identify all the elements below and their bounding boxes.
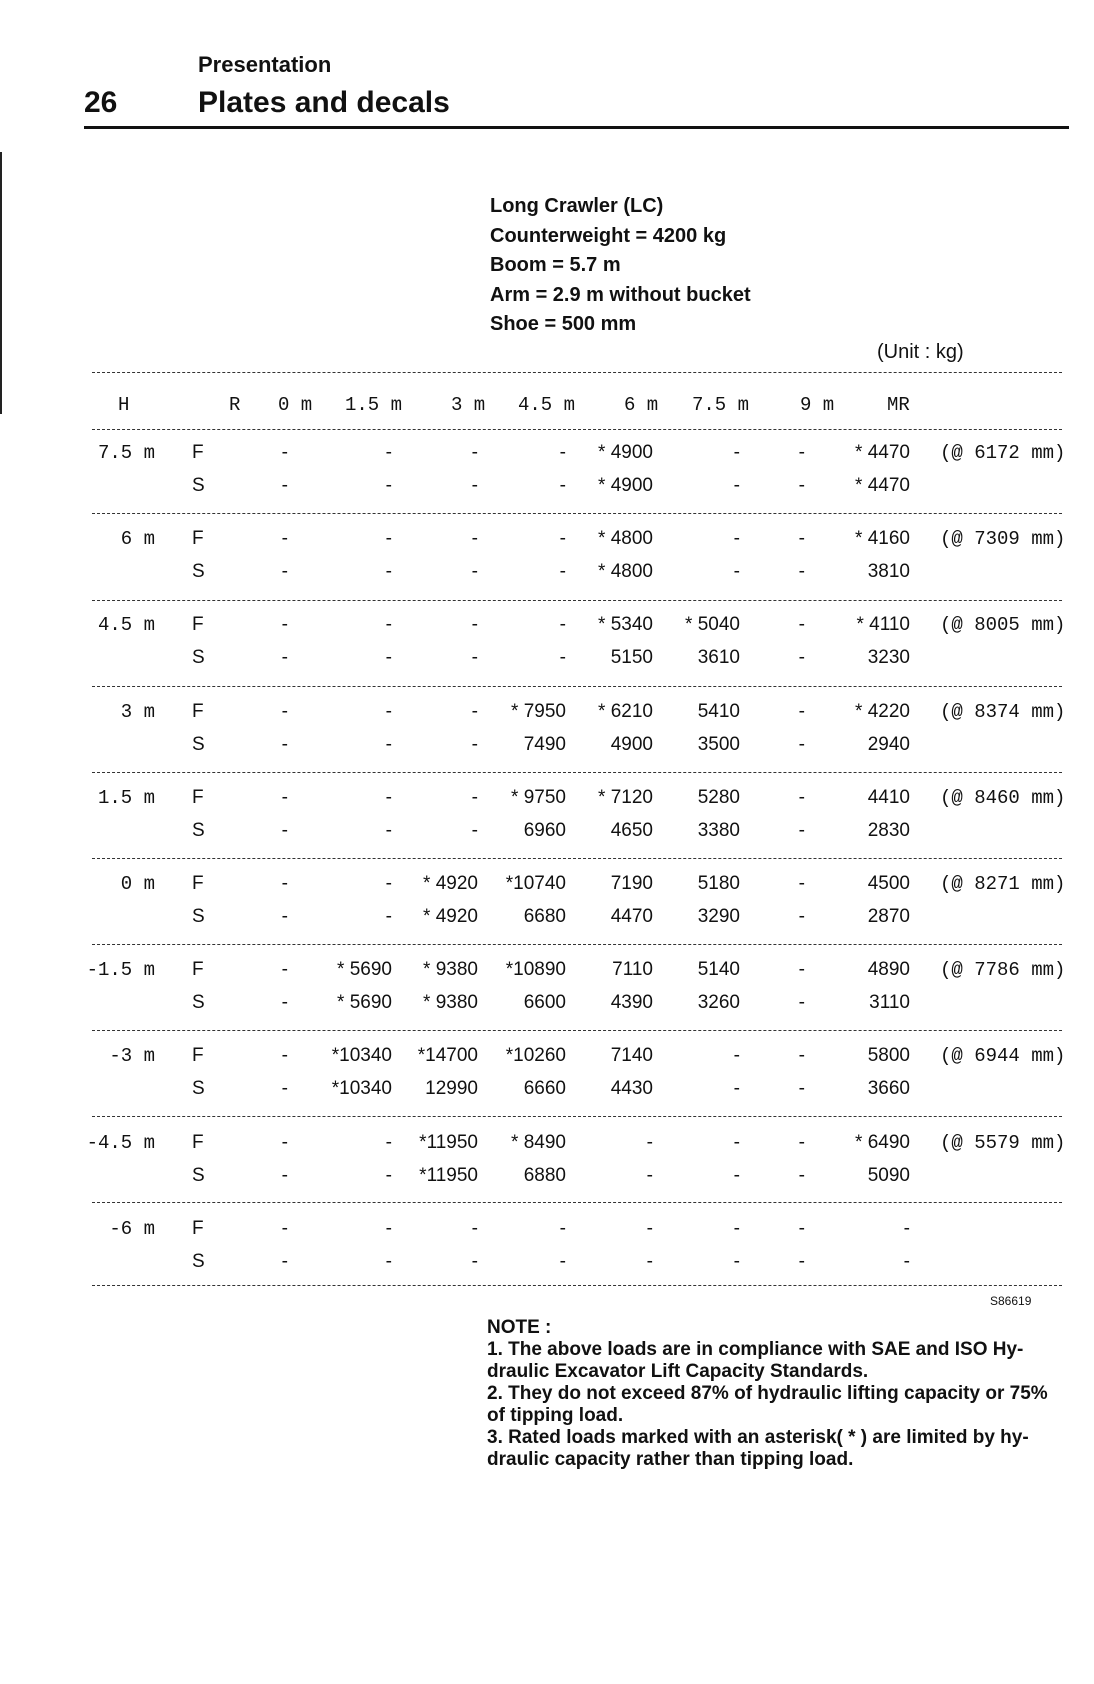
capacity-value: 6880 bbox=[523, 1165, 566, 1186]
capacity-value: 7140 bbox=[610, 1045, 653, 1066]
header-divider bbox=[84, 126, 1069, 129]
capacity-value: *10340 bbox=[331, 1078, 392, 1099]
capacity-value: - bbox=[733, 1045, 740, 1066]
front-label: F bbox=[192, 959, 204, 980]
spec-line: Arm = 2.9 m without bucket bbox=[490, 283, 751, 306]
capacity-value: - bbox=[471, 528, 478, 549]
capacity-value: - bbox=[281, 1251, 288, 1272]
capacity-value: 4470 bbox=[610, 906, 653, 927]
capacity-value: 12990 bbox=[425, 1078, 478, 1099]
capacity-value: 6660 bbox=[523, 1078, 566, 1099]
capacity-value: - bbox=[559, 647, 566, 668]
capacity-value: * 4220 bbox=[855, 701, 910, 722]
max-reach-value: (@ 8005 mm) bbox=[940, 614, 1066, 636]
capacity-value: - bbox=[733, 528, 740, 549]
capacity-value: 5410 bbox=[697, 701, 740, 722]
max-reach-value: (@ 8374 mm) bbox=[940, 701, 1066, 723]
capacity-value: - bbox=[733, 1132, 740, 1153]
capacity-value: - bbox=[903, 1218, 910, 1239]
capacity-value: - bbox=[281, 475, 288, 496]
front-label: F bbox=[192, 873, 204, 894]
height-label: -1.5 m bbox=[86, 959, 155, 981]
notes bbox=[487, 1317, 1057, 1471]
capacity-value: - bbox=[385, 475, 392, 496]
capacity-value: - bbox=[281, 734, 288, 755]
capacity-value: - bbox=[798, 959, 805, 980]
capacity-value: 4430 bbox=[610, 1078, 653, 1099]
capacity-value: - bbox=[385, 1218, 392, 1239]
capacity-value: 4410 bbox=[867, 787, 910, 808]
column-header: 1.5 m bbox=[345, 394, 403, 416]
capacity-value: *10740 bbox=[505, 873, 566, 894]
capacity-value: * 4160 bbox=[855, 528, 910, 549]
front-label: F bbox=[192, 442, 204, 463]
max-reach-value: (@ 5579 mm) bbox=[940, 1132, 1066, 1154]
capacity-value: - bbox=[646, 1132, 653, 1153]
capacity-value: - bbox=[471, 475, 478, 496]
capacity-value: - bbox=[471, 1251, 478, 1272]
capacity-value: * 9380 bbox=[423, 992, 478, 1013]
capacity-value: 3230 bbox=[867, 647, 910, 668]
spec-line: Shoe = 500 mm bbox=[490, 313, 637, 335]
capacity-value: - bbox=[281, 614, 288, 635]
height-label: -3 m bbox=[109, 1045, 155, 1067]
capacity-value: * 9750 bbox=[511, 787, 566, 808]
side-label: S bbox=[192, 1165, 205, 1186]
capacity-value: - bbox=[559, 1251, 566, 1272]
capacity-value: * 6490 bbox=[855, 1132, 910, 1153]
capacity-value: * 7120 bbox=[598, 787, 653, 808]
capacity-value: - bbox=[471, 1218, 478, 1239]
capacity-value: 7110 bbox=[612, 959, 653, 980]
capacity-value: - bbox=[281, 561, 288, 582]
column-header: 9 m bbox=[800, 394, 835, 416]
capacity-value: *10260 bbox=[505, 1045, 566, 1066]
spec-line: Long Crawler (LC) bbox=[490, 195, 664, 217]
height-label: 3 m bbox=[120, 701, 155, 723]
capacity-value: - bbox=[281, 701, 288, 722]
capacity-value: * 4920 bbox=[423, 906, 478, 927]
capacity-value: - bbox=[798, 1165, 805, 1186]
capacity-value: - bbox=[385, 1132, 392, 1153]
capacity-value: - bbox=[798, 1218, 805, 1239]
capacity-value: - bbox=[559, 442, 566, 463]
unit-label: (Unit : kg) bbox=[877, 341, 964, 363]
figure-code: S86619 bbox=[990, 1294, 1032, 1308]
capacity-value: 3110 bbox=[869, 992, 910, 1013]
capacity-value: - bbox=[471, 561, 478, 582]
column-header: 3 m bbox=[451, 394, 486, 416]
page-number: 26 bbox=[84, 86, 118, 119]
height-label: 1.5 m bbox=[97, 787, 155, 809]
capacity-value: - bbox=[385, 906, 392, 927]
table-divider bbox=[92, 1116, 1062, 1117]
capacity-value: 3610 bbox=[697, 647, 740, 668]
capacity-value: 5150 bbox=[610, 647, 653, 668]
capacity-value: - bbox=[281, 1078, 288, 1099]
capacity-value: - bbox=[733, 1218, 740, 1239]
capacity-value: - bbox=[559, 475, 566, 496]
column-header: R bbox=[229, 394, 241, 416]
capacity-value: - bbox=[471, 820, 478, 841]
capacity-value: - bbox=[281, 1132, 288, 1153]
capacity-value: * 4900 bbox=[598, 475, 653, 496]
front-label: F bbox=[192, 528, 204, 549]
capacity-value: 3500 bbox=[697, 734, 740, 755]
capacity-value: - bbox=[798, 992, 805, 1013]
max-reach-value: (@ 8460 mm) bbox=[940, 787, 1066, 809]
table-divider bbox=[92, 772, 1062, 773]
capacity-value: * 4110 bbox=[856, 614, 910, 635]
front-label: F bbox=[192, 1132, 204, 1153]
capacity-value: - bbox=[798, 442, 805, 463]
side-label: S bbox=[192, 992, 205, 1013]
capacity-value: - bbox=[281, 1218, 288, 1239]
capacity-value: - bbox=[798, 873, 805, 894]
side-label: S bbox=[192, 1251, 205, 1272]
capacity-value: - bbox=[385, 561, 392, 582]
height-label: 0 m bbox=[120, 873, 155, 895]
capacity-value: 6680 bbox=[523, 906, 566, 927]
capacity-value: 4900 bbox=[610, 734, 653, 755]
column-header: H bbox=[118, 394, 130, 416]
front-label: F bbox=[192, 787, 204, 808]
capacity-value: * 7950 bbox=[511, 701, 566, 722]
capacity-value: - bbox=[281, 442, 288, 463]
capacity-value: - bbox=[471, 787, 478, 808]
capacity-value: 6600 bbox=[523, 992, 566, 1013]
table-divider bbox=[92, 944, 1062, 945]
capacity-value: 5180 bbox=[697, 873, 740, 894]
capacity-value: - bbox=[903, 1251, 910, 1272]
side-label: S bbox=[192, 820, 205, 841]
capacity-value: - bbox=[559, 528, 566, 549]
capacity-value: - bbox=[733, 475, 740, 496]
capacity-value: - bbox=[281, 873, 288, 894]
capacity-value: 3260 bbox=[697, 992, 740, 1013]
table-divider bbox=[92, 372, 1062, 373]
capacity-value: 5140 bbox=[697, 959, 740, 980]
capacity-value: - bbox=[281, 820, 288, 841]
capacity-value: * 4800 bbox=[598, 528, 653, 549]
column-header: 0 m bbox=[278, 394, 313, 416]
capacity-value: * 5040 bbox=[685, 614, 740, 635]
capacity-value: - bbox=[385, 614, 392, 635]
capacity-value: - bbox=[798, 787, 805, 808]
capacity-value: - bbox=[559, 561, 566, 582]
capacity-value: - bbox=[798, 734, 805, 755]
spec-line: Counterweight = 4200 kg bbox=[490, 224, 727, 247]
table-divider bbox=[92, 513, 1062, 514]
table-divider bbox=[92, 1030, 1062, 1031]
capacity-value: * 6210 bbox=[598, 701, 653, 722]
section-label: Presentation bbox=[198, 52, 332, 77]
capacity-value: * 4900 bbox=[598, 442, 653, 463]
capacity-value: - bbox=[471, 614, 478, 635]
capacity-value: - bbox=[385, 701, 392, 722]
table-divider bbox=[92, 858, 1062, 859]
capacity-value: *11950 bbox=[419, 1132, 478, 1153]
note-item: 2. They do not exceed 87% of hydraulic lifting capacity or 75% of tipping load. bbox=[487, 1383, 1048, 1426]
capacity-value: - bbox=[471, 701, 478, 722]
front-label: F bbox=[192, 701, 204, 722]
capacity-value: - bbox=[385, 820, 392, 841]
capacity-value: - bbox=[798, 647, 805, 668]
capacity-value: - bbox=[281, 1165, 288, 1186]
side-label: S bbox=[192, 734, 205, 755]
capacity-value: - bbox=[733, 442, 740, 463]
capacity-value: 2830 bbox=[867, 820, 910, 841]
notes-heading: NOTE : bbox=[487, 1317, 552, 1338]
capacity-value: * 8490 bbox=[511, 1132, 566, 1153]
capacity-value: 5280 bbox=[697, 787, 740, 808]
capacity-value: - bbox=[385, 442, 392, 463]
capacity-value: - bbox=[798, 701, 805, 722]
max-reach-value: (@ 6172 mm) bbox=[940, 442, 1066, 464]
max-reach-value: (@ 7309 mm) bbox=[940, 528, 1066, 550]
capacity-value: 7490 bbox=[523, 734, 566, 755]
capacity-value: - bbox=[798, 528, 805, 549]
capacity-value: 7190 bbox=[610, 873, 653, 894]
capacity-value: 4650 bbox=[610, 820, 653, 841]
capacity-value: - bbox=[798, 475, 805, 496]
note-item: 3. Rated loads marked with an asterisk( * ) are limited by hy-draulic capacity rather than tipping load. bbox=[487, 1427, 1029, 1470]
capacity-value: - bbox=[281, 1045, 288, 1066]
capacity-value: * 4920 bbox=[423, 873, 478, 894]
capacity-value: - bbox=[471, 647, 478, 668]
front-label: F bbox=[192, 1045, 204, 1066]
capacity-value: *10890 bbox=[505, 959, 566, 980]
capacity-value: 4500 bbox=[867, 873, 910, 894]
note-item: 1. The above loads are in compliance with SAE and ISO Hy-draulic Excavator Lift Capacity Standards. bbox=[487, 1339, 1024, 1382]
capacity-value: - bbox=[385, 873, 392, 894]
table-divider bbox=[92, 600, 1062, 601]
capacity-value: - bbox=[798, 1251, 805, 1272]
front-label: F bbox=[192, 614, 204, 635]
capacity-value: 2870 bbox=[867, 906, 910, 927]
capacity-value: 3810 bbox=[867, 561, 910, 582]
capacity-value: *14700 bbox=[417, 1045, 478, 1066]
front-label: F bbox=[192, 1218, 204, 1239]
capacity-value: - bbox=[733, 1078, 740, 1099]
spec-line: Boom = 5.7 m bbox=[490, 254, 621, 276]
capacity-value: - bbox=[281, 647, 288, 668]
capacity-value: - bbox=[733, 1251, 740, 1272]
capacity-value: - bbox=[646, 1251, 653, 1272]
max-reach-value: (@ 7786 mm) bbox=[940, 959, 1066, 981]
capacity-value: 5090 bbox=[867, 1165, 910, 1186]
height-label: 6 m bbox=[120, 528, 155, 550]
side-label: S bbox=[192, 647, 205, 668]
capacity-value: - bbox=[798, 614, 805, 635]
capacity-value: - bbox=[385, 787, 392, 808]
table-divider bbox=[92, 1202, 1062, 1203]
capacity-value: - bbox=[798, 906, 805, 927]
capacity-value: - bbox=[798, 1078, 805, 1099]
capacity-value: - bbox=[385, 1165, 392, 1186]
column-header: 4.5 m bbox=[518, 394, 576, 416]
column-header: 7.5 m bbox=[692, 394, 750, 416]
height-label: -4.5 m bbox=[86, 1132, 155, 1154]
capacity-value: - bbox=[733, 1165, 740, 1186]
capacity-value: - bbox=[798, 561, 805, 582]
max-reach-value: (@ 8271 mm) bbox=[940, 873, 1066, 895]
column-header: 6 m bbox=[624, 394, 659, 416]
capacity-value: 6960 bbox=[523, 820, 566, 841]
margin-rule bbox=[0, 152, 2, 414]
capacity-value: - bbox=[281, 528, 288, 549]
capacity-value: - bbox=[559, 1218, 566, 1239]
capacity-value: 2940 bbox=[867, 734, 910, 755]
capacity-value: 3380 bbox=[697, 820, 740, 841]
capacity-value: *11950 bbox=[419, 1165, 478, 1186]
side-label: S bbox=[192, 906, 205, 927]
capacity-value: 5800 bbox=[867, 1045, 910, 1066]
capacity-value: - bbox=[281, 959, 288, 980]
capacity-value: - bbox=[385, 734, 392, 755]
machine-specs bbox=[490, 192, 751, 340]
table-divider bbox=[92, 1285, 1062, 1286]
capacity-value: - bbox=[798, 820, 805, 841]
capacity-value: * 4800 bbox=[598, 561, 653, 582]
capacity-value: * 5340 bbox=[598, 614, 653, 635]
height-label: -6 m bbox=[109, 1218, 155, 1240]
side-label: S bbox=[192, 1078, 205, 1099]
table-divider bbox=[92, 429, 1062, 430]
capacity-value: - bbox=[281, 992, 288, 1013]
capacity-value: 3290 bbox=[697, 906, 740, 927]
capacity-value: - bbox=[559, 614, 566, 635]
capacity-value: - bbox=[733, 561, 740, 582]
table-divider bbox=[92, 686, 1062, 687]
height-label: 7.5 m bbox=[97, 442, 155, 464]
capacity-value: * 5690 bbox=[337, 959, 392, 980]
capacity-value: - bbox=[471, 734, 478, 755]
capacity-value: * 4470 bbox=[855, 442, 910, 463]
capacity-value: * 9380 bbox=[423, 959, 478, 980]
capacity-value: - bbox=[471, 442, 478, 463]
capacity-value: - bbox=[385, 528, 392, 549]
capacity-value: 4390 bbox=[610, 992, 653, 1013]
capacity-value: - bbox=[385, 1251, 392, 1272]
side-label: S bbox=[192, 475, 205, 496]
capacity-value: - bbox=[646, 1218, 653, 1239]
capacity-value: 4890 bbox=[867, 959, 910, 980]
column-header: MR bbox=[887, 394, 910, 416]
page-title: Plates and decals bbox=[198, 86, 450, 119]
capacity-value: - bbox=[798, 1132, 805, 1153]
max-reach-value: (@ 6944 mm) bbox=[940, 1045, 1066, 1067]
capacity-value: - bbox=[281, 906, 288, 927]
capacity-value: - bbox=[281, 787, 288, 808]
capacity-value: * 5690 bbox=[337, 992, 392, 1013]
capacity-value: * 4470 bbox=[855, 475, 910, 496]
capacity-value: *10340 bbox=[331, 1045, 392, 1066]
capacity-value: - bbox=[385, 647, 392, 668]
height-label: 4.5 m bbox=[97, 614, 155, 636]
capacity-value: 3660 bbox=[867, 1078, 910, 1099]
capacity-value: - bbox=[646, 1165, 653, 1186]
capacity-value: - bbox=[798, 1045, 805, 1066]
side-label: S bbox=[192, 561, 205, 582]
